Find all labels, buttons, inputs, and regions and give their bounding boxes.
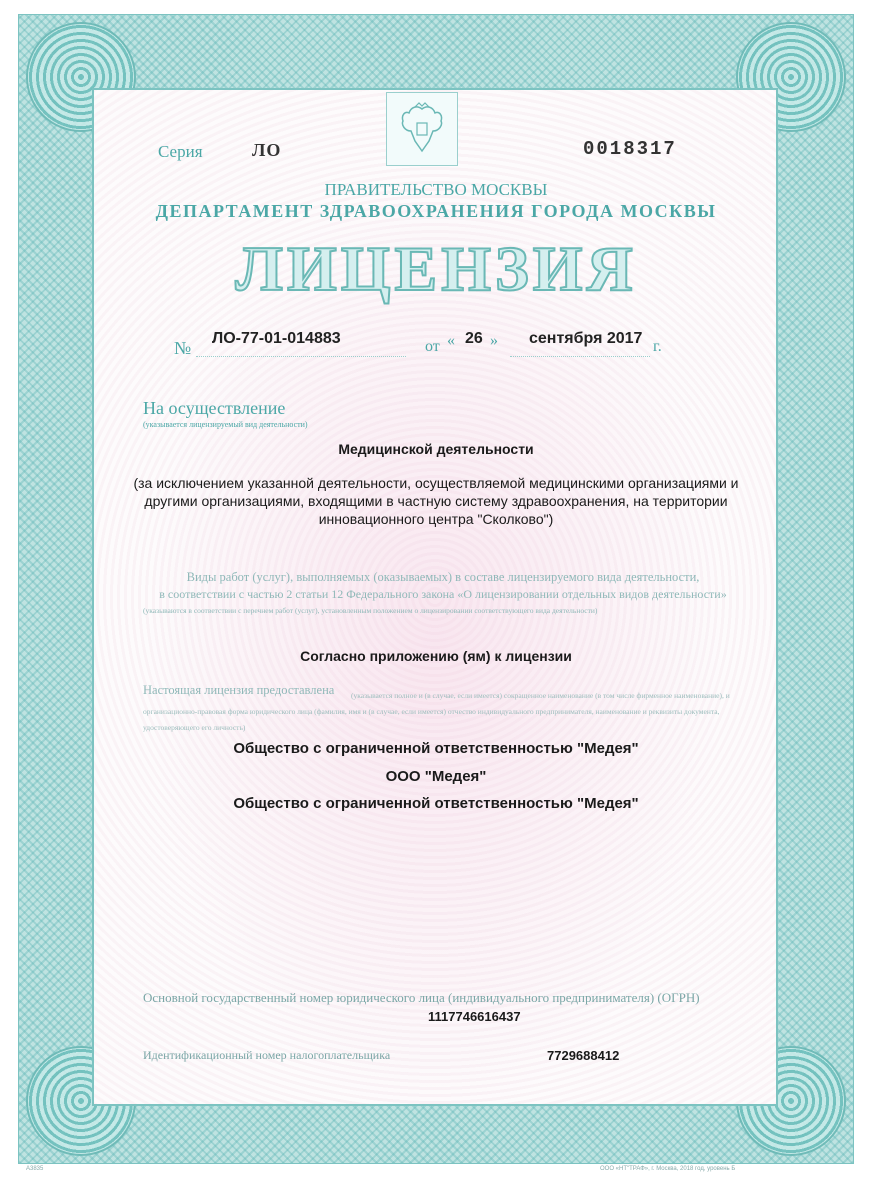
coat-of-arms-icon	[386, 92, 458, 166]
department-name: ДЕПАРТАМЕНТ ЗДРАВООХРАНЕНИЯ ГОРОДА МОСКВЫ	[155, 201, 717, 221]
inn-label: Идентификационный номер налогоплательщика	[143, 1048, 391, 1062]
footer-code: А3835	[26, 1166, 44, 1172]
activity-exclusion: (за исключением указанной деятельности, осуществляемой медицинскими организациями и другими организациями, входящими в частную систему здравоохранения, на территории инновационного центра "Сколково")	[133, 475, 739, 527]
holder-short-name: ООО "Медея"	[385, 768, 487, 785]
year-suffix: г.	[653, 338, 662, 355]
license-number: ЛО-77-01-014883	[212, 330, 341, 347]
purpose-label: На осуществление	[143, 398, 286, 418]
activity-type: Медицинской деятельности	[338, 441, 534, 457]
works-label-line2: в соответствии с частью 2 статьи 12 Федерального закона «О лицензировании отдельных видов деятельности»	[159, 587, 727, 601]
license-month-year: сентября 2017	[529, 330, 643, 347]
license-day: 26	[465, 330, 483, 347]
government-name: ПРАВИТЕЛЬСТВО МОСКВЫ	[324, 180, 548, 199]
holder-full-name: Общество с ограниченной ответственностью "Медея"	[233, 740, 639, 757]
license-number-label: №	[174, 338, 192, 358]
ogrn-label: Основной государственный номер юридического лица (индивидуального предпринимателя) (ОГРН)	[143, 990, 700, 1005]
date-from-label: от	[425, 338, 440, 355]
works-note: (указываются в соответствии с перечнем работ (услуг), установленным положением о лицензировании соответствующего вида деятельности)	[143, 606, 598, 615]
holder-firm-name: Общество с ограниченной ответственностью "Медея"	[233, 795, 639, 812]
ogrn-value: 1117746616437	[428, 1009, 521, 1024]
series-value: ЛО	[252, 140, 282, 160]
inn-value: 7729688412	[547, 1048, 620, 1063]
underline	[196, 356, 406, 357]
works-label-line1: Виды работ (услуг), выполняемых (оказываемых) в составе лицензируемого вида деятельности,	[186, 570, 700, 584]
underline	[510, 356, 650, 357]
document-title: ЛИЦЕНЗИЯ	[235, 233, 637, 304]
works-value: Согласно приложению (ям) к лицензии	[300, 648, 572, 664]
purpose-note: (указывается лицензируемый вид деятельности)	[143, 420, 308, 429]
date-quote-close: »	[490, 332, 498, 349]
blank-number: 0018317	[583, 138, 677, 160]
footer-printer: ООО «НТ"ТРАФ», г. Москва, 2018 год, уровень Б	[600, 1166, 736, 1172]
granted-label: Настоящая лицензия предоставлена	[143, 683, 335, 697]
granted-note: (указывается полное и (в случае, если имеется) сокращенное наименование (в том числе фирменное наименование), и организационно-правовая форма юридического лица (фамилия, имя и (в случае, если имеется) отчество индивидуального предпринимателя, наименование и реквизиты документа, удостоверяющего его личность)	[143, 691, 730, 732]
date-quote-open: «	[447, 332, 455, 349]
series-label: Серия	[158, 142, 203, 161]
